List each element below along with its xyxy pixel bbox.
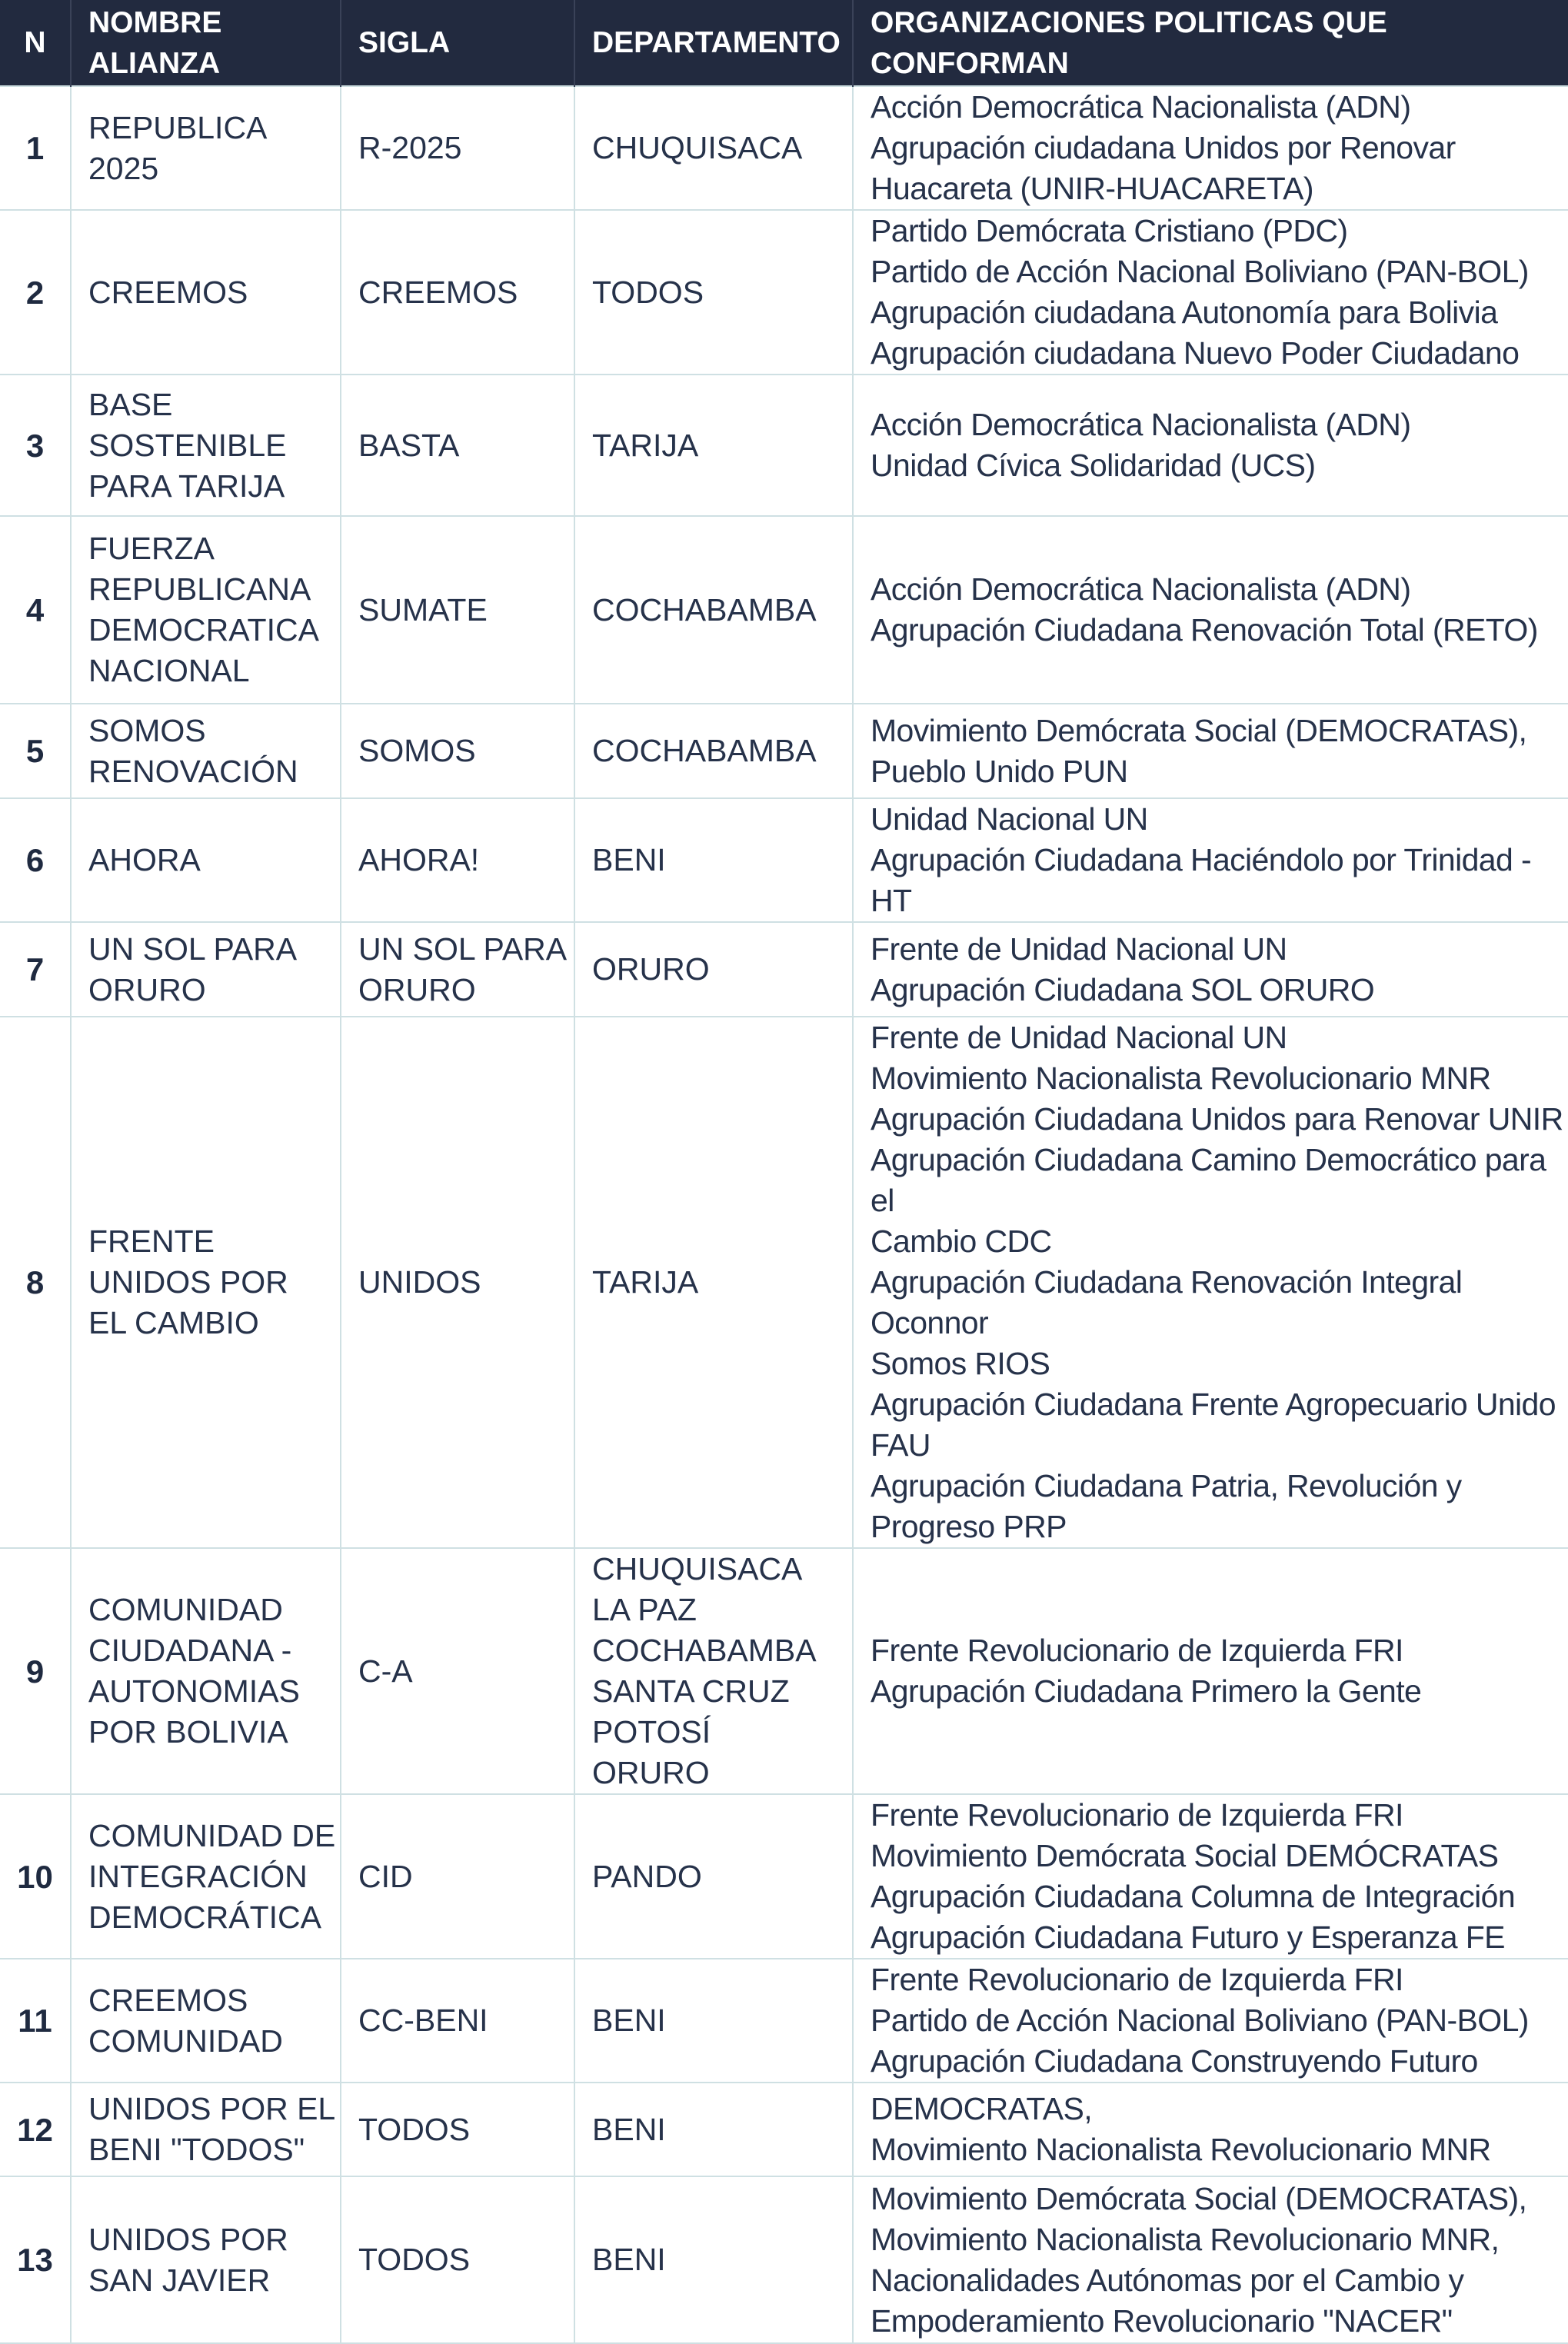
header-sigla: SIGLA <box>341 0 574 86</box>
row-number: 7 <box>0 922 71 1017</box>
alliance-sigla: AHORA! <box>341 798 574 922</box>
row-number: 9 <box>0 1548 71 1794</box>
row-number: 4 <box>0 516 71 704</box>
alliance-departamento: ORURO <box>574 922 853 1017</box>
alliance-name: CREEMOS COMUNIDAD <box>71 1959 341 2083</box>
alliance-sigla: BASTA <box>341 375 574 516</box>
header-organizaciones: ORGANIZACIONES POLITICAS QUE CONFORMAN <box>853 0 1568 86</box>
alliance-name: SOMOS RENOVACIÓN <box>71 704 341 798</box>
table-row <box>0 86 1568 210</box>
alliance-sigla: TODOS <box>341 2083 574 2176</box>
header-row <box>0 0 1568 86</box>
alliance-departamento: TARIJA <box>574 1017 853 1548</box>
alliance-sigla: CID <box>341 1794 574 1959</box>
row-number: 6 <box>0 798 71 922</box>
alliance-departamento: BENI <box>574 798 853 922</box>
alliance-organizaciones: Frente Revolucionario de Izquierda FRI Agrupación Ciudadana Primero la Gente <box>853 1548 1568 1794</box>
row-number: 11 <box>0 1959 71 2083</box>
alliance-organizaciones: Movimiento Demócrata Social (DEMOCRATAS), Movimiento Nacionalista Revolucionario MNR, Nacionalidades Autónomas por el Cambio y Empoderamiento Revolucionario "NACER" <box>853 2176 1568 2343</box>
alliance-name: UNIDOS POR SAN JAVIER <box>71 2176 341 2343</box>
alliance-sigla: UNIDOS <box>341 1017 574 1548</box>
table-row <box>0 922 1568 1017</box>
alliance-name: COMUNIDAD DE INTEGRACIÓN DEMOCRÁTICA <box>71 1794 341 1959</box>
table-row <box>0 375 1568 516</box>
alliance-organizaciones: Frente Revolucionario de Izquierda FRI Movimiento Demócrata Social DEMÓCRATAS Agrupación Ciudadana Columna de Integración Agrupación Ciudadana Futuro y Esperanza FE <box>853 1794 1568 1959</box>
row-number: 5 <box>0 704 71 798</box>
alliance-sigla: CC-BENI <box>341 1959 574 2083</box>
alliance-sigla: SOMOS <box>341 704 574 798</box>
alliance-organizaciones: Frente de Unidad Nacional UN Movimiento Nacionalista Revolucionario MNR Agrupación Ciudadana Unidos para Renovar UNIR Agrupación Ciudadana Camino Democrático para el Cambio CDC Agrupación Ciudadana Renovación Integral Oconnor Somos RIOS Agrupación Ciudadana Frente Agropecuario Unido FAU Agrupación Ciudadana Patria, Revolución y Progreso PRP <box>853 1017 1568 1548</box>
alliance-organizaciones: Acción Democrática Nacionalista (ADN) Agrupación ciudadana Unidos por Renovar Huacareta (UNIR-HUACARETA) <box>853 86 1568 210</box>
table-body <box>0 86 1568 2343</box>
alliance-sigla: TODOS <box>341 2176 574 2343</box>
alliance-sigla: CREEMOS <box>341 210 574 375</box>
alliance-name: AHORA <box>71 798 341 922</box>
row-number: 12 <box>0 2083 71 2176</box>
table-row <box>0 1548 1568 1794</box>
alliance-name: BASE SOSTENIBLE PARA TARIJA <box>71 375 341 516</box>
alliance-name: UNIDOS POR EL BENI "TODOS" <box>71 2083 341 2176</box>
header-departamento: DEPARTAMENTO <box>574 0 853 86</box>
alliance-departamento: TODOS <box>574 210 853 375</box>
alliance-departamento: PANDO <box>574 1794 853 1959</box>
alliance-departamento: CHUQUISACA <box>574 86 853 210</box>
table-row <box>0 2176 1568 2343</box>
alliance-organizaciones: Frente Revolucionario de Izquierda FRI Partido de Acción Nacional Boliviano (PAN-BOL) Agrupación Ciudadana Construyendo Futuro <box>853 1959 1568 2083</box>
table-header <box>0 0 1568 86</box>
table-row <box>0 798 1568 922</box>
alliance-sigla: C-A <box>341 1548 574 1794</box>
alliance-name: FRENTE UNIDOS POR EL CAMBIO <box>71 1017 341 1548</box>
alliance-sigla: SUMATE <box>341 516 574 704</box>
alliance-departamento: COCHABAMBA <box>574 704 853 798</box>
alliance-name: CREEMOS <box>71 210 341 375</box>
alliance-departamento: TARIJA <box>574 375 853 516</box>
table-row <box>0 704 1568 798</box>
alliance-sigla: UN SOL PARA ORURO <box>341 922 574 1017</box>
alliance-departamento: CHUQUISACA LA PAZ COCHABAMBA SANTA CRUZ POTOSÍ ORURO <box>574 1548 853 1794</box>
table-row <box>0 210 1568 375</box>
alliance-organizaciones: Frente de Unidad Nacional UN Agrupación Ciudadana SOL ORURO <box>853 922 1568 1017</box>
alliance-organizaciones: Acción Democrática Nacionalista (ADN) Agrupación Ciudadana Renovación Total (RETO) <box>853 516 1568 704</box>
row-number: 2 <box>0 210 71 375</box>
row-number: 10 <box>0 1794 71 1959</box>
table-row <box>0 2083 1568 2176</box>
alliance-name: REPUBLICA 2025 <box>71 86 341 210</box>
alliance-departamento: BENI <box>574 2083 853 2176</box>
alliance-name: UN SOL PARA ORURO <box>71 922 341 1017</box>
alliance-organizaciones: Unidad Nacional UN Agrupación Ciudadana Haciéndolo por Trinidad - HT <box>853 798 1568 922</box>
alliance-organizaciones: Partido Demócrata Cristiano (PDC) Partido de Acción Nacional Boliviano (PAN-BOL) Agrupación ciudadana Autonomía para Bolivia Agrupación ciudadana Nuevo Poder Ciudadano <box>853 210 1568 375</box>
alliance-organizaciones: Movimiento Demócrata Social (DEMOCRATAS), Pueblo Unido PUN <box>853 704 1568 798</box>
table-row <box>0 516 1568 704</box>
alliance-departamento: BENI <box>574 2176 853 2343</box>
alliance-name: COMUNIDAD CIUDADANA - AUTONOMIAS POR BOLIVIA <box>71 1548 341 1794</box>
alliance-departamento: COCHABAMBA <box>574 516 853 704</box>
alliance-organizaciones: DEMOCRATAS, Movimiento Nacionalista Revolucionario MNR <box>853 2083 1568 2176</box>
row-number: 13 <box>0 2176 71 2343</box>
alliance-sigla: R-2025 <box>341 86 574 210</box>
alliance-name: FUERZA REPUBLICANA DEMOCRATICA NACIONAL <box>71 516 341 704</box>
alliance-organizaciones: Acción Democrática Nacionalista (ADN) Unidad Cívica Solidaridad (UCS) <box>853 375 1568 516</box>
alliance-departamento: BENI <box>574 1959 853 2083</box>
table-row <box>0 1959 1568 2083</box>
header-n: N <box>0 0 71 86</box>
table-row <box>0 1794 1568 1959</box>
row-number: 3 <box>0 375 71 516</box>
header-nombre-alianza: NOMBRE ALIANZA <box>71 0 341 86</box>
table-row <box>0 1017 1568 1548</box>
row-number: 8 <box>0 1017 71 1548</box>
row-number: 1 <box>0 86 71 210</box>
